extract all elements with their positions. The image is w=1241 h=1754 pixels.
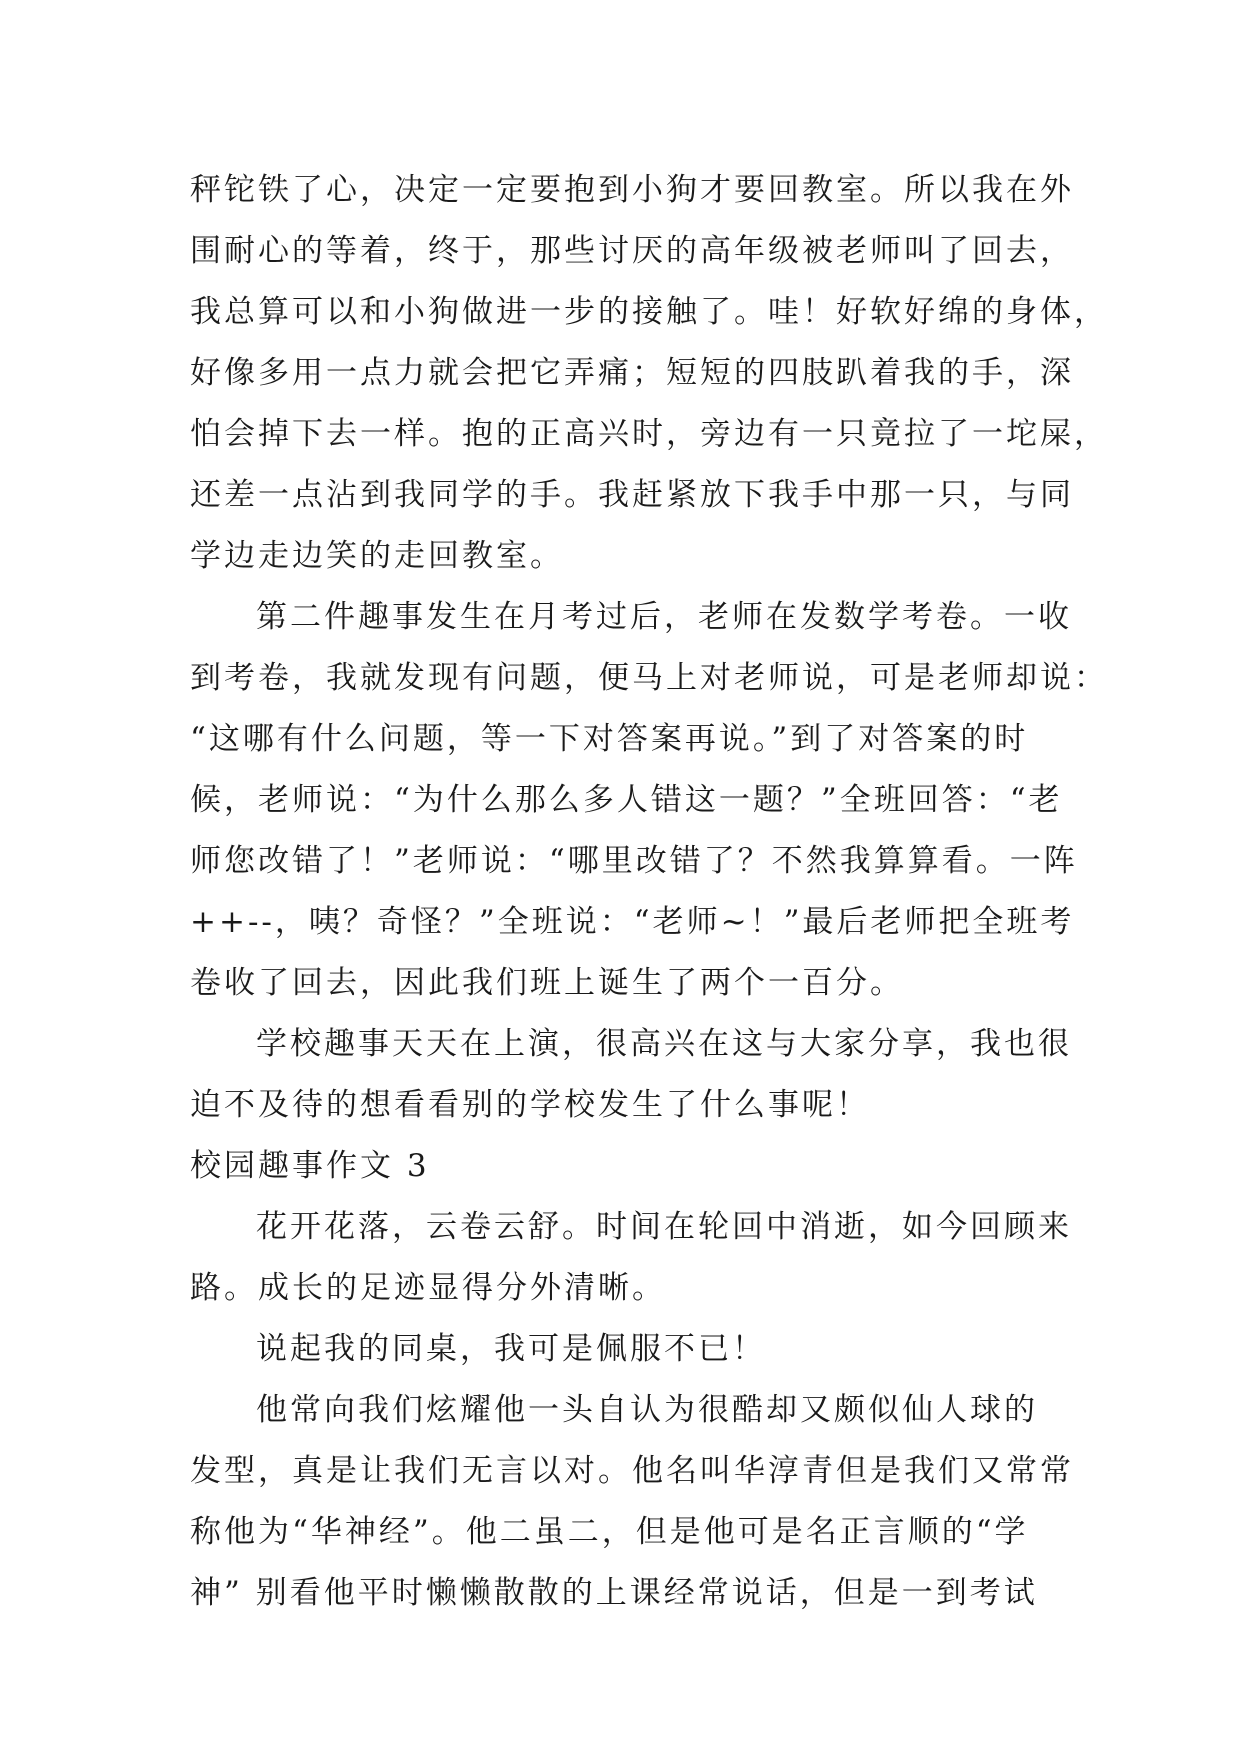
text-line: 路。成长的足迹显得分外清晰。 <box>190 1270 666 1306</box>
text-line: 怕会掉下去一样。抱的正高兴时，旁边有一只竟拉了一坨屎， <box>190 416 1108 452</box>
text-line: 候，老师说：“为什么那么多人错这一题？”全班回答：“老 <box>190 782 1063 818</box>
text-line: 还差一点沾到我同学的手。我赶紧放下我手中那一只，与同 <box>190 477 1074 513</box>
text-line: 花开花落，云卷云舒。时间在轮回中消逝，如今回顾来 <box>256 1209 1072 1245</box>
text-line: “这哪有什么问题，等一下对答案再说。”到了对答案的时 <box>190 721 1029 757</box>
text-line: ++--，咦？奇怪？”全班说：“老师~！”最后老师把全班考 <box>190 904 1075 940</box>
text-line: 他常向我们炫耀他一头自认为很酷却又颇似仙人球的 <box>256 1392 1038 1428</box>
text-line: 学边走边笑的走回教室。 <box>190 538 564 574</box>
text-line: 好像多用一点力就会把它弄痛；短短的四肢趴着我的手，深 <box>190 355 1074 391</box>
text-line: 说起我的同桌，我可是佩服不已！ <box>256 1331 766 1367</box>
text-line: 围耐心的等着，终于，那些讨厌的高年级被老师叫了回去， <box>190 233 1074 269</box>
text-line: 迫不及待的想看看别的学校发生了什么事呢！ <box>190 1087 870 1123</box>
text-line: 师您改错了！”老师说：“哪里改错了？不然我算算看。一阵 <box>190 843 1078 879</box>
text-line: 卷收了回去，因此我们班上诞生了两个一百分。 <box>190 965 904 1001</box>
document-body <box>190 160 1108 1624</box>
text-line: 校园趣事作文 3 <box>190 1148 430 1184</box>
text-line: 神” 别看他平时懒懒散散的上课经常说话，但是一到考试 <box>190 1575 1038 1611</box>
text-line: 学校趣事天天在上演，很高兴在这与大家分享，我也很 <box>256 1026 1072 1062</box>
text-line: 发型，真是让我们无言以对。他名叫华淳青但是我们又常常 <box>190 1453 1074 1489</box>
text-line: 称他为“华神经”。他二虽二，但是他可是名正言顺的“学 <box>190 1514 1029 1550</box>
text-line: 我总算可以和小狗做进一步的接触了。哇！好软好绵的身体， <box>190 294 1108 330</box>
text-line: 到考卷，我就发现有问题，便马上对老师说，可是老师却说： <box>190 660 1108 696</box>
text-line: 第二件趣事发生在月考过后，老师在发数学考卷。一收 <box>256 599 1072 635</box>
text-line: 秤铊铁了心，决定一定要抱到小狗才要回教室。所以我在外 <box>190 172 1074 208</box>
